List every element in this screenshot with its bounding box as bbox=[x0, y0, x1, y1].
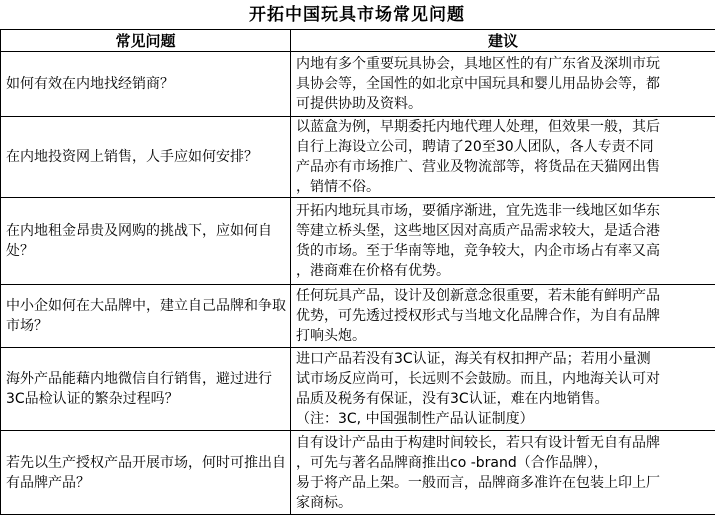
question-cell bbox=[1, 431, 291, 515]
advice-cell bbox=[291, 348, 715, 431]
table-row bbox=[1, 198, 715, 285]
advice-line: （注：3C, 中国强制性产品认证制度） bbox=[296, 411, 534, 427]
advice-line: 自行上海设立公司，聘请了20至30人团队，各人专责不同 bbox=[296, 139, 654, 155]
advice-cell bbox=[291, 52, 715, 117]
question-text: 海外产品能藉内地微信自行销售，避过进行3C品检认证的繁杂过程吗？ bbox=[6, 371, 272, 407]
advice-line: 易于将产品上架。一般而言，品牌商多准许在包装上印上厂 bbox=[296, 474, 660, 491]
advice-line: 可提供协助及资料。 bbox=[296, 96, 422, 112]
advice-line: 打响头炮。 bbox=[296, 328, 366, 344]
question-text: 在内地租金昂贵及网购的挑战下，应如何自处？ bbox=[6, 223, 272, 259]
table-row bbox=[1, 348, 715, 431]
advice-line: 品质及税务有保证，没有3C认证，难在内地销售。 bbox=[296, 391, 609, 407]
question-cell bbox=[1, 52, 291, 117]
advice-line: ，销情不俗。 bbox=[296, 179, 380, 195]
advice-line: 优势，可先透过授权形式与当地文化品牌合作，为自有品牌 bbox=[296, 308, 660, 324]
table-row bbox=[1, 285, 715, 348]
advice-line: 产品亦有市场推广、营业及物流部等，将货品在天猫网出售 bbox=[296, 159, 660, 175]
question-cell bbox=[1, 285, 291, 348]
advice-line: 开拓内地玩具市场，要循序渐进，宜先选非一线地区如华东 bbox=[296, 203, 660, 219]
table-row bbox=[1, 117, 715, 198]
advice-cell bbox=[291, 117, 715, 198]
advice-line: 内地有多个重要玩具协会，具地区性的有广东省及深圳市玩 bbox=[296, 56, 660, 72]
advice-cell bbox=[291, 198, 715, 285]
table-row bbox=[1, 52, 715, 117]
advice-line: 货的市场。至于华南等地，竞争较大，内企市场占有率又高 bbox=[296, 243, 660, 259]
advice-line: 自有设计产品由于构建时间较长，若只有设计暂无自有品牌 bbox=[296, 434, 660, 451]
advice-cell bbox=[291, 285, 715, 348]
question-cell bbox=[1, 198, 291, 285]
advice-line: 具协会等，全国性的如北京中国玩具和婴儿用品协会等，都 bbox=[296, 76, 660, 92]
advice-cell bbox=[291, 431, 715, 515]
question-text: 若先以生产授权产品开展市场，何时可推出自有品牌产品？ bbox=[6, 454, 286, 491]
question-cell bbox=[1, 348, 291, 431]
advice-line: ，港商难在价格有优势。 bbox=[296, 263, 450, 279]
question-cell bbox=[1, 117, 291, 198]
advice-line: 等建立桥头堡，这些地区因对高质产品需求较大，是适合港 bbox=[296, 223, 660, 239]
header-question: 常见问题 bbox=[1, 30, 291, 52]
table-header-row bbox=[1, 30, 715, 52]
advice-line: 进口产品若没有3C认证，海关有权扣押产品；若用小量测 bbox=[296, 351, 651, 367]
question-text: 在内地投资网上销售，人手应如何安排？ bbox=[6, 149, 258, 165]
question-text: 如何有效在内地找经销商？ bbox=[6, 76, 174, 92]
advice-line: 家商标。 bbox=[296, 494, 352, 511]
advice-line: 试市场反应尚可，长远则不会鼓励。而且，内地海关认可对 bbox=[296, 371, 660, 387]
question-text: 中小企如何在大品牌中，建立自己品牌和争取市场？ bbox=[6, 298, 286, 334]
advice-line: 以蓝盒为例，早期委托内地代理人处理，但效果一般，其后 bbox=[296, 119, 660, 135]
table-row bbox=[1, 431, 715, 515]
advice-line: ，可先与著名品牌商推出co -brand（合作品牌）， bbox=[296, 454, 608, 471]
header-advice: 建议 bbox=[291, 30, 715, 52]
advice-line: 任何玩具产品，设计及创新意念很重要，若未能有鲜明产品 bbox=[296, 288, 660, 304]
faq-table bbox=[0, 29, 715, 515]
page-title: 开拓中国玩具市场常见问题 bbox=[249, 5, 465, 25]
